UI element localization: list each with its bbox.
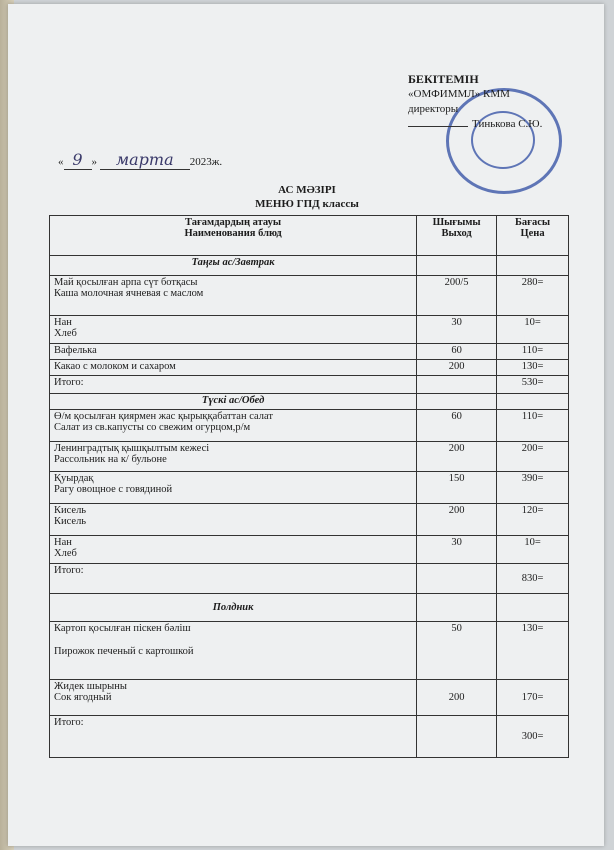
table-row: Жидек шырыны Сок ягодный 200 170= xyxy=(50,680,569,716)
header-price: Бағасы Цена xyxy=(497,216,569,256)
date-day: 9 xyxy=(64,150,92,170)
table-row: Картоп қосылған піскен бәліш Пирожок печеный с картошкой 50 130= xyxy=(50,622,569,680)
date-month: марта xyxy=(100,150,190,170)
table-row: Кисель Кисель 200 120= xyxy=(50,504,569,536)
table-header-row xyxy=(50,216,569,256)
approval-signer-line xyxy=(408,117,598,132)
approval-signer: Тинькова С.Ю. xyxy=(472,118,543,130)
table-row: Нан Хлеб 30 10= xyxy=(50,316,569,344)
approval-title: БЕКІТЕМІН xyxy=(408,72,479,86)
menu-subtitle: МЕНЮ ГПД классы xyxy=(255,198,359,210)
table-row: Какао с молоком и сахаром 200 130= xyxy=(50,360,569,376)
menu-table xyxy=(49,215,569,758)
signature-line xyxy=(408,126,468,127)
table-row: Вафелька 60 110= xyxy=(50,344,569,360)
table-row: Қуырдақ Рагу овощное с говядиной 150 390= xyxy=(50,472,569,504)
total-row: Итого: 830= xyxy=(50,564,569,594)
date-open-quote: « xyxy=(58,156,64,168)
approval-role: директоры xyxy=(408,103,459,115)
section-lunch: Түскі ас/Обед xyxy=(50,394,569,410)
header-output: Шығымы Выход xyxy=(417,216,497,256)
menu-date xyxy=(58,150,222,170)
approval-block xyxy=(408,72,598,132)
menu-title: АС МӘЗІРІ xyxy=(278,184,336,196)
total-row: Итого: 300= xyxy=(50,716,569,758)
table-row: Ө/м қосылған қиярмен жас қырыққабаттан салат Салат из св.капусты со свежим огурцом,р/м 60 110= xyxy=(50,410,569,442)
approval-org: «ОМФИММЛ» КММ xyxy=(408,88,510,100)
table-row: Ленинградтық қышқылтым кежесі Рассольник на к/ бульоне 200 200= xyxy=(50,442,569,472)
table-row: Май қосылған арпа сүт ботқасы Каша молочная ячневая с маслом 200/5 280= xyxy=(50,276,569,316)
section-breakfast: Таңғы ас/Завтрак xyxy=(50,256,569,276)
section-snack: Полдник xyxy=(50,594,569,622)
header-name: Тағамдардың атауы Наименования блюд xyxy=(50,216,417,256)
total-row: Итого: 530= xyxy=(50,376,569,394)
date-close-quote: » xyxy=(91,156,97,168)
table-row: Нан Хлеб 30 10= xyxy=(50,536,569,564)
date-year: 2023ж. xyxy=(189,156,223,168)
